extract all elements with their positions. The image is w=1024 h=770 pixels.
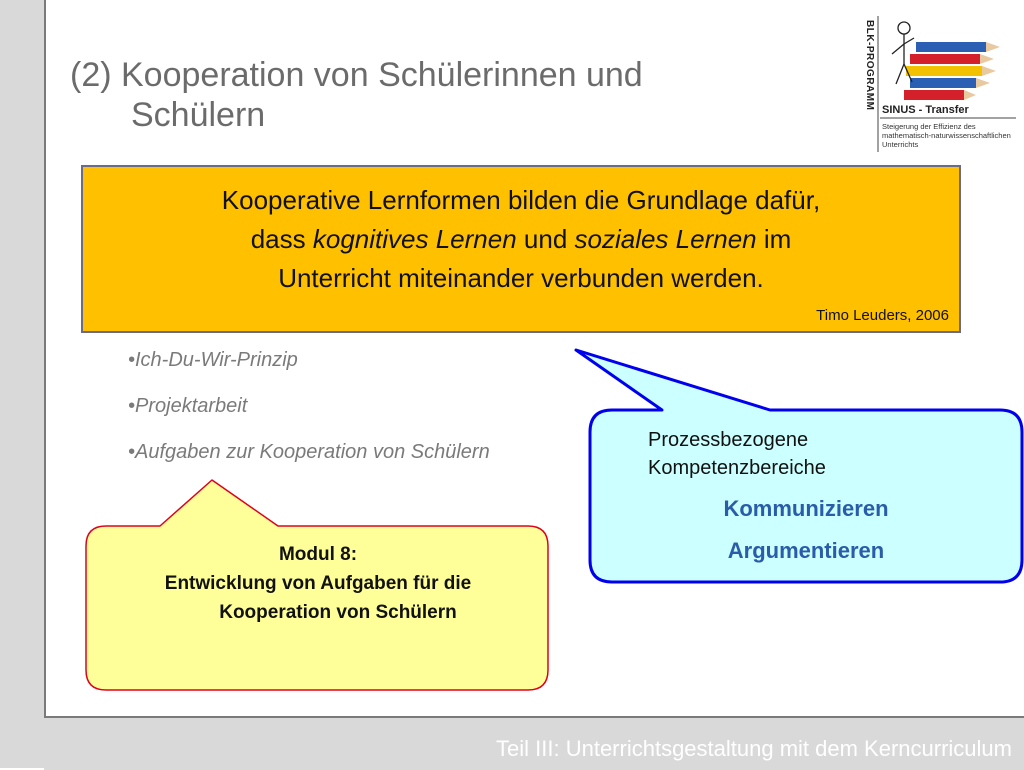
bullet-item: •Aufgaben zur Kooperation von Schülern bbox=[128, 441, 490, 463]
slide-title-line1: (2) Kooperation von Schülerinnen und bbox=[70, 56, 643, 94]
blue-callout-text bbox=[648, 426, 826, 482]
yellow-callout-text bbox=[88, 540, 548, 627]
blue-callout-line2: Kompetenzbereiche bbox=[648, 457, 826, 479]
slide-title-line2: Schülern bbox=[131, 96, 266, 134]
keyword-argumentieren: Argumentieren bbox=[727, 538, 885, 563]
yellow-callout-line2: Entwicklung von Aufgaben für die bbox=[164, 573, 472, 594]
blue-callout-line1: Prozessbezogene bbox=[648, 429, 809, 451]
keyword-kommunizieren: Kommunizieren bbox=[723, 496, 889, 521]
quote-emphasis-cognitive: kognitives Lernen bbox=[312, 224, 517, 254]
quote-emphasis-social: soziales Lernen bbox=[574, 224, 757, 254]
quote-author: Timo Leuders, 2006 bbox=[816, 307, 949, 324]
logo-vertical-text: BLK-PROGRAMM bbox=[864, 20, 875, 111]
yellow-callout-line3: Kooperation von Schülern bbox=[219, 602, 457, 623]
quote-line2-a: dass bbox=[250, 224, 313, 254]
yellow-callout-line1: Modul 8: bbox=[278, 544, 358, 565]
quote-line2-e: im bbox=[756, 224, 792, 254]
quote-line3: Unterricht miteinander verbunden werden. bbox=[278, 263, 764, 293]
bullet-item: •Ich-Du-Wir-Prinzip bbox=[128, 349, 298, 371]
footer-text: Teil III: Unterrichtsgestaltung mit dem Kerncurriculum bbox=[496, 736, 1012, 761]
bullet-item: •Projektarbeit bbox=[128, 395, 248, 417]
quote-line2-c: und bbox=[516, 224, 575, 254]
logo-title: SINUS - Transfer bbox=[882, 104, 969, 116]
logo-subtitle: Steigerung der Effizienz des mathematisch-naturwissenschaftlichen Unterrichts bbox=[882, 122, 1011, 149]
quote-line1: Kooperative Lernformen bilden die Grundlage dafür, bbox=[221, 185, 821, 215]
